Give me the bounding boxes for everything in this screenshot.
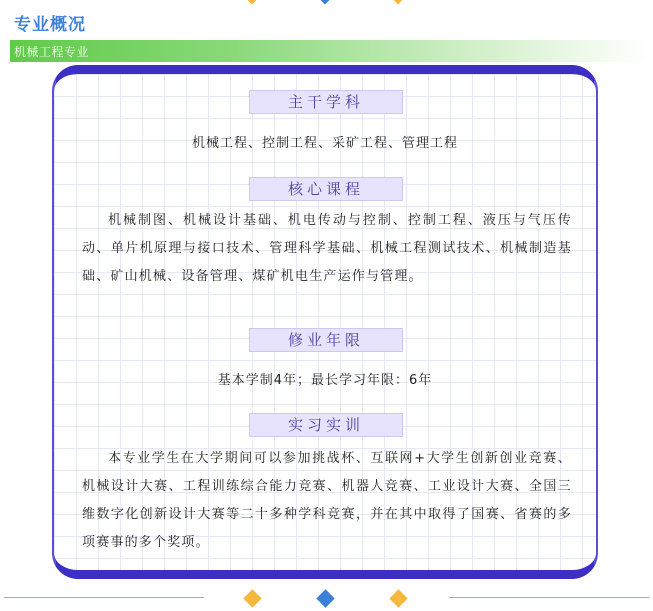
diamond-icon	[316, 589, 334, 607]
section-content-core-courses: 机械制图、机械设计基础、机电传动与控制、控制工程、液压与气压传动、单片机原理与接口技术、管理科学基础、机械工程测试技术、机械制造基础、矿山机械、设备管理、煤矿机电生产运作与管理。	[82, 213, 572, 284]
subtitle-bar	[10, 40, 650, 62]
diamond-icon	[317, 0, 334, 4]
diamond-icon	[244, 0, 261, 4]
section-content-internship: 本专业学生在大学期间可以参加挑战杯、互联网+大学生创新创业竞赛、机械设计大赛、工程训练综合能力竞赛、机器人竞赛、工业设计大赛、全国三维数字化创新设计大赛等二十多种学科竞赛，并在其中取得了国赛、省赛的多项赛事的多个奖项。	[82, 451, 572, 550]
section-content-study-duration: 基本学制4年；最长学习年限：6年	[217, 373, 433, 388]
top-decoration	[0, 0, 653, 6]
section-content-main-disciplines: 机械工程、控制工程、采矿工程、管理工程	[191, 136, 458, 151]
content-card	[52, 65, 598, 579]
diamond-icon	[243, 589, 261, 607]
section-title-main-disciplines: 主干学科	[249, 90, 403, 114]
bottom-decoration	[0, 588, 653, 611]
diamond-icon	[389, 589, 407, 607]
section-title-internship: 实习实训	[249, 413, 403, 437]
section-title-core-courses: 核心课程	[249, 177, 403, 201]
section-title-study-duration: 修业年限	[249, 328, 403, 352]
page-title: 专业概况	[14, 15, 86, 35]
diamond-icon	[390, 0, 407, 4]
subtitle-text: 机械工程专业	[14, 45, 90, 59]
